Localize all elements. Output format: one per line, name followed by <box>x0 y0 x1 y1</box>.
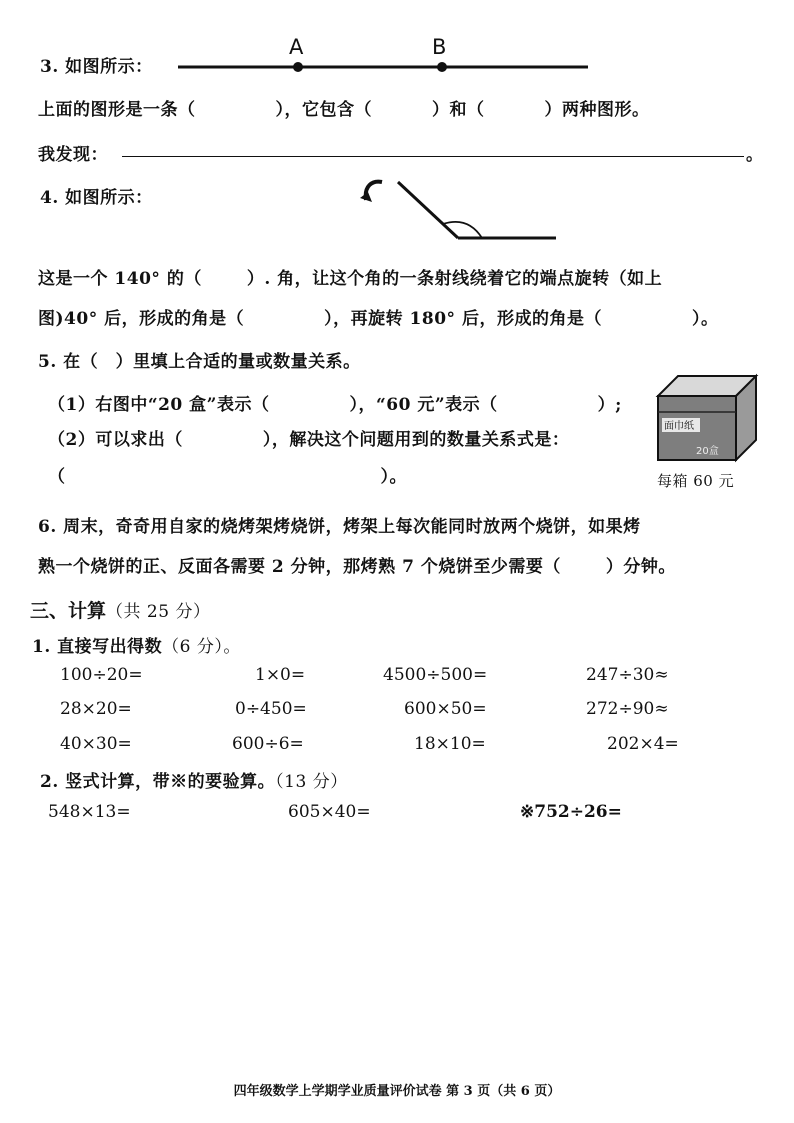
calc-item: 202×4= <box>607 734 679 754</box>
sub2-heading: 2. 竖式计算，带※的要验算。（13 分） <box>40 772 348 792</box>
q4-label: 4. 如图所示： <box>40 188 153 208</box>
point-b-label: B <box>432 35 447 59</box>
calc-item: 28×20= <box>60 699 132 719</box>
calc-item: 4500÷500= <box>383 665 488 685</box>
q6-line2: 熟一个烧饼的正、反面各需要 2 分钟，那烤熟 7 个烧饼至少需要（ ）分钟。 <box>38 557 676 577</box>
q5-label: 5. 在（ ）里填上合适的量或数量关系。 <box>38 352 361 372</box>
q3-found-answer-line[interactable] <box>122 156 744 157</box>
q3-found-label: 我发现： <box>38 145 108 165</box>
q4-line1: 这是一个 140° 的（ ）. 角，让这个角的一条射线绕着它的端点旋转（如上 <box>38 269 663 289</box>
rotation-arrow-head <box>360 192 372 202</box>
point-a <box>293 62 303 72</box>
calc-item: 247÷30≈ <box>586 665 669 685</box>
line-segment-figure <box>170 32 595 82</box>
calc-item: 600×50= <box>404 699 487 719</box>
q3-line1: 上面的图形是一条（ ），它包含（ ）和（ ）两种图形。 <box>38 100 650 120</box>
calc-item: 272÷90≈ <box>586 699 669 719</box>
point-a-label: A <box>289 35 304 59</box>
q5-part3: （ ）。 <box>48 467 407 487</box>
q4-line2: 图)40° 后，形成的角是（ ），再旋转 180° 后，形成的角是（ ）。 <box>38 309 719 329</box>
q3-found-end: 。 <box>746 145 764 165</box>
calc-item: 18×10= <box>414 734 486 754</box>
tissue-box-image <box>652 372 760 464</box>
section3-heading: 三、计算（共 25 分） <box>30 600 211 622</box>
vertical-calc-item: 548×13= <box>48 802 131 822</box>
q3-label: 3. 如图所示： <box>40 57 153 77</box>
calc-item: 600÷6= <box>232 734 304 754</box>
calc-item: 40×30= <box>60 734 132 754</box>
point-b <box>437 62 447 72</box>
angle-ray-slanted <box>398 182 458 238</box>
q6-line1: 6. 周末，奇奇用自家的烧烤架烤烧饼，烤架上每次能同时放两个烧饼，如果烤 <box>38 517 641 537</box>
box-label-text: 面巾纸 <box>664 421 694 432</box>
q5-part1: （1）右图中“20 盒”表示（ ），“60 元”表示（ ）; <box>48 395 622 415</box>
box-caption: 每箱 60 元 <box>657 472 735 490</box>
calc-item: 0÷450= <box>235 699 307 719</box>
calc-item: 1×0= <box>255 665 306 685</box>
sub1-heading: 1. 直接写出得数（6 分）。 <box>32 637 241 657</box>
vertical-calc-item: 605×40= <box>288 802 371 822</box>
q5-part2: （2）可以求出（ ），解决这个问题用到的数量关系式是： <box>48 430 570 450</box>
box-count-text: 20盒 <box>696 446 719 457</box>
vertical-calc-item: ※752÷26= <box>520 802 622 822</box>
angle-figure <box>358 172 563 247</box>
calc-item: 100÷20= <box>60 665 143 685</box>
page-footer: 四年级数学上学期学业质量评价试卷 第 3 页（共 6 页） <box>233 1084 561 1099</box>
